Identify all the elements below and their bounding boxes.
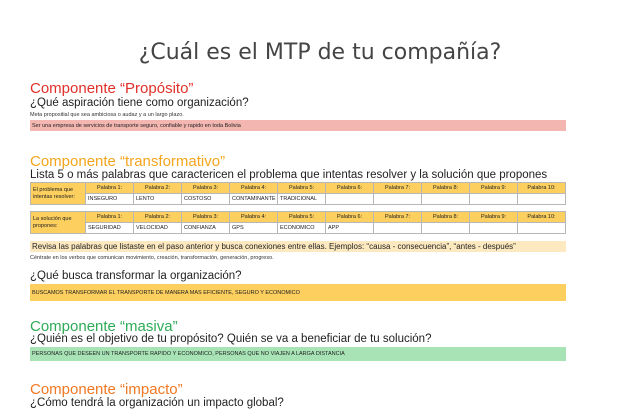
solution-header-3: Palabra 3:: [182, 212, 230, 223]
solution-word-7[interactable]: [374, 223, 422, 234]
solution-header-5: Palabra 5:: [278, 212, 326, 223]
problem-header-5: Palabra 5:: [278, 183, 326, 194]
problem-word-3[interactable]: COSTOSO: [182, 194, 230, 205]
problem-header-7: Palabra 7:: [374, 183, 422, 194]
solution-header-4: Palabra 4:: [230, 212, 278, 223]
solution-row-label: La solución que propones:: [31, 212, 86, 234]
page-title: ¿Cuál es el MTP de tu compañía?: [138, 40, 502, 65]
solution-word-1[interactable]: SEGURIDAD: [86, 223, 134, 234]
problem-word-2[interactable]: LENTO: [134, 194, 182, 205]
solution-word-10[interactable]: [518, 223, 566, 234]
proposito-question: ¿Qué aspiración tiene como organización?: [30, 97, 249, 109]
solution-word-3[interactable]: CONFIANZA: [182, 223, 230, 234]
solution-header-9: Palabra 9:: [470, 212, 518, 223]
problem-header-8: Palabra 8:: [422, 183, 470, 194]
problem-header-9: Palabra 9:: [470, 183, 518, 194]
problem-word-5[interactable]: TRADICIONAL: [278, 194, 326, 205]
problem-header-10: Palabra 10:: [518, 183, 566, 194]
solution-header-2: Palabra 2:: [134, 212, 182, 223]
solution-word-6[interactable]: APP: [326, 223, 374, 234]
solution-header-10: Palabra 10:: [518, 212, 566, 223]
problem-word-6[interactable]: [326, 194, 374, 205]
problem-header-2: Palabra 2:: [134, 183, 182, 194]
problem-word-9[interactable]: [470, 194, 518, 205]
proposito-hint: Meta propositial que sea ambiciosa o audaz y a un largo plazo.: [30, 112, 184, 118]
problem-header-6: Palabra 6:: [326, 183, 374, 194]
review-hint: Céntrate en los verbos que comunican movimiento, creación, transformación, generación, progreso.: [30, 255, 274, 261]
transformativo-heading: Componente “transformativo”: [30, 153, 226, 170]
solution-word-8[interactable]: [422, 223, 470, 234]
problem-word-4[interactable]: CONTAMINANTE: [230, 194, 278, 205]
problem-word-7[interactable]: [374, 194, 422, 205]
solution-word-2[interactable]: VELOCIDAD: [134, 223, 182, 234]
problem-header-3: Palabra 3:: [182, 183, 230, 194]
proposito-answer-field[interactable]: Ser una empresa de servicios de transporte seguro, confiable y rapido en toda Bolivia: [30, 120, 566, 131]
problem-word-8[interactable]: [422, 194, 470, 205]
transformativo-question: ¿Qué busca transformar la organización?: [30, 270, 242, 282]
impacto-question: ¿Cómo tendrá la organización un impacto global?: [30, 397, 284, 409]
solution-words-table: [30, 211, 566, 234]
solution-header-7: Palabra 7:: [374, 212, 422, 223]
impacto-heading: Componente “impacto”: [30, 381, 183, 398]
solution-word-5[interactable]: ECONOMICO: [278, 223, 326, 234]
solution-header-1: Palabra 1:: [86, 212, 134, 223]
proposito-heading: Componente “Propósito”: [30, 80, 194, 97]
solution-word-9[interactable]: [470, 223, 518, 234]
transformativo-instruction: Lista 5 o más palabras que caractericen el problema que intentas resolver y la solución que propones: [30, 169, 548, 181]
solution-word-4[interactable]: GPS: [230, 223, 278, 234]
masiva-heading: Componente “masiva”: [30, 318, 178, 335]
problem-word-1[interactable]: INSEGURO: [86, 194, 134, 205]
transformativo-answer-field[interactable]: BUSCAMOS TRANSFORMAR EL TRANSPORTE DE MANERA MAS EFICIENTE, SEGURO Y ECONOMICO: [30, 284, 566, 301]
problem-header-1: Palabra 1:: [86, 183, 134, 194]
problem-row-label: El problema que intentas resolver:: [31, 183, 86, 205]
masiva-question: ¿Quién es el objetivo de tu propósito? Quién se va a beneficiar de tu solución?: [30, 333, 432, 345]
review-instruction: Revisa las palabras que listaste en el paso anterior y busca conexiones entre ellas. Ejemplos: “causa - consecuencia”, “antes - después”: [30, 241, 566, 252]
problem-words-table: [30, 182, 566, 205]
masiva-answer-field[interactable]: PERSONAS QUE DESEEN UN TRANSPORTE RAPIDO Y ECONOMICO, PERSONAS QUE NO VIAJEN A LARGA DISTANCIA: [30, 347, 566, 361]
problem-word-10[interactable]: [518, 194, 566, 205]
solution-header-6: Palabra 6:: [326, 212, 374, 223]
solution-header-8: Palabra 8:: [422, 212, 470, 223]
problem-header-4: Palabra 4:: [230, 183, 278, 194]
